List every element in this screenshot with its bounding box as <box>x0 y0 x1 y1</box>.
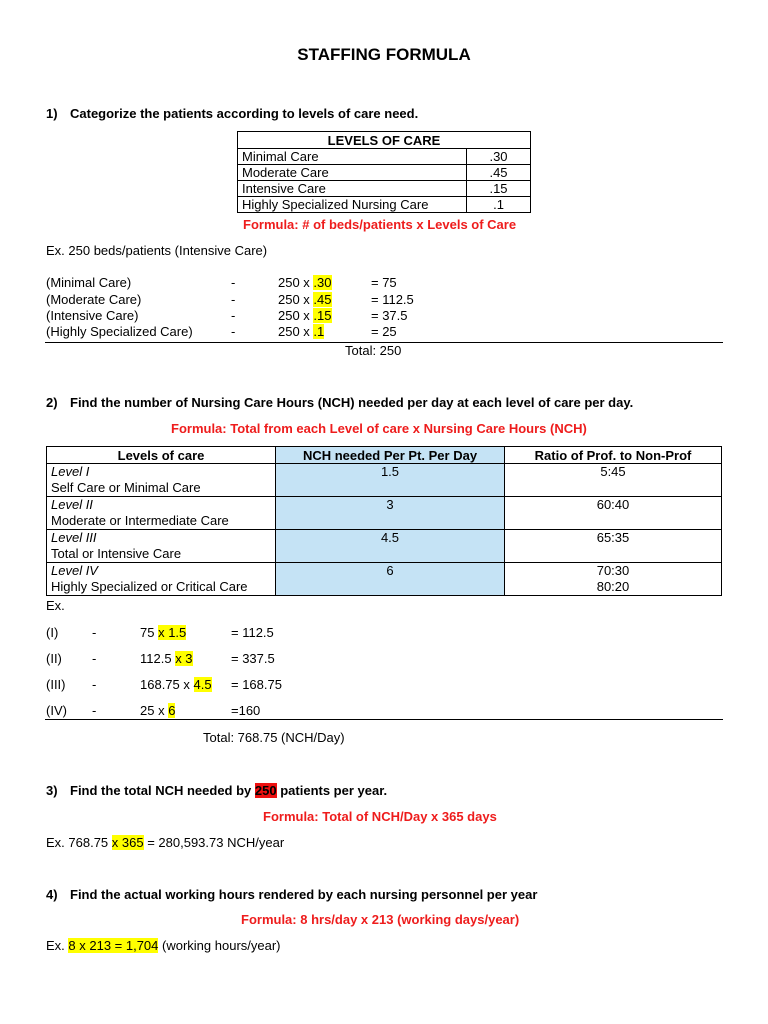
calc-factor: .1 <box>313 324 325 339</box>
calc-base: 25 x <box>140 703 169 718</box>
section3-heading <box>46 783 387 798</box>
section3-example-post: = 280,593.73 NCH/year <box>143 835 285 850</box>
section1-formula: Formula: # of beds/patients x Levels of Care <box>243 217 517 232</box>
level-label: Minimal Care <box>238 149 467 165</box>
calc-mult: x 1.5 <box>158 625 187 640</box>
calc-expr <box>140 625 186 640</box>
level-desc: Highly Specialized or Critical Care <box>51 579 248 594</box>
level-value: .30 <box>467 149 531 165</box>
level-desc: Self Care or Minimal Care <box>51 480 201 495</box>
level-name: Level IV <box>51 563 98 578</box>
section4-formula: Formula: 8 hrs/day x 213 (working days/year) <box>241 912 520 927</box>
section4-heading-text: Find the actual working hours rendered by each nursing personnel per year <box>70 887 538 902</box>
level-name: Level II <box>51 497 93 512</box>
calc-expr <box>278 275 332 290</box>
calc-base: 168.75 x <box>140 677 194 692</box>
ratio-value: 60:40 <box>596 497 630 512</box>
calc-result: = 25 <box>371 324 397 339</box>
calc-dash: - <box>231 324 236 339</box>
calc-mult: x 3 <box>175 651 193 666</box>
page-title: STAFFING FORMULA <box>297 45 471 64</box>
level-label: Highly Specialized Nursing Care <box>238 197 467 213</box>
calc-base: 250 x <box>278 292 314 307</box>
level-label: Moderate Care <box>238 165 467 181</box>
calc-label: (Intensive Care) <box>46 308 139 323</box>
section2-heading-text: Find the number of Nursing Care Hours (NCH) needed per day at each level of care per day. <box>70 395 634 410</box>
calc-label: (Minimal Care) <box>46 275 132 290</box>
calc-result: = 168.75 <box>231 677 282 692</box>
calc-dash: - <box>92 625 97 640</box>
section3-example-highlight: x 365 <box>111 835 144 850</box>
section1-heading <box>46 106 418 121</box>
ratio-cell <box>505 497 722 530</box>
calc-result: = 337.5 <box>231 651 275 666</box>
table-row <box>47 464 722 497</box>
nch-header-hours: NCH needed Per Pt. Per Day <box>276 447 505 464</box>
level-name: Level I <box>51 464 90 479</box>
table-row <box>47 530 722 563</box>
level-cell <box>47 464 276 497</box>
calc-label: (Highly Specialized Care) <box>46 324 193 339</box>
table-row <box>47 563 722 596</box>
calc-roman: (III) <box>46 677 66 692</box>
section3-heading-pre: Find the total NCH needed by <box>70 783 255 798</box>
calc-base: 250 x <box>278 308 314 323</box>
table-row <box>238 149 531 165</box>
ratio-cell <box>505 530 722 563</box>
section4-example <box>46 938 281 953</box>
section3-number: 3) <box>46 783 58 798</box>
calc-expr <box>140 703 175 718</box>
section2-example-label: Ex. <box>46 598 65 613</box>
levels-of-care-header: LEVELS OF CARE <box>238 132 531 149</box>
level-desc: Total or Intensive Care <box>51 546 182 561</box>
calc-base: 112.5 <box>140 651 176 666</box>
nch-value: 1.5 <box>276 464 505 497</box>
section4-example-pre: Ex. <box>46 938 69 953</box>
divider <box>45 719 723 720</box>
level-value: .15 <box>467 181 531 197</box>
calc-mult: 4.5 <box>193 677 212 692</box>
calc-expr <box>140 677 212 692</box>
section1-example-intro: Ex. 250 beds/patients (Intensive Care) <box>46 243 268 258</box>
section2-formula: Formula: Total from each Level of care x Nursing Care Hours (NCH) <box>171 421 587 436</box>
levels-of-care-table <box>237 131 531 213</box>
table-row <box>238 165 531 181</box>
level-value: .1 <box>467 197 531 213</box>
section1-number: 1) <box>46 106 58 121</box>
section2-total: Total: 768.75 (NCH/Day) <box>203 730 345 745</box>
calc-result: =160 <box>231 703 261 718</box>
ratio-value: 65:35 <box>596 530 630 545</box>
calc-mult: 6 <box>168 703 176 718</box>
nch-table <box>46 446 722 596</box>
table-row <box>238 197 531 213</box>
section4-number: 4) <box>46 887 58 902</box>
calc-factor: .45 <box>313 292 332 307</box>
calc-expr <box>278 308 332 323</box>
level-desc: Moderate or Intermediate Care <box>51 513 229 528</box>
ratio-cell <box>505 464 722 497</box>
ratio-value: 70:30 <box>596 563 630 578</box>
section1-total: Total: 250 <box>345 343 402 358</box>
level-cell <box>47 530 276 563</box>
section4-example-post: (working hours/year) <box>158 938 281 953</box>
section4-example-highlight: 8 x 213 = 1,704 <box>68 938 159 953</box>
calc-dash: - <box>231 275 236 290</box>
nch-value: 4.5 <box>276 530 505 563</box>
ratio-cell <box>505 563 722 596</box>
table-row <box>47 497 722 530</box>
nch-header-ratio: Ratio of Prof. to Non-Prof <box>505 447 722 464</box>
calc-roman: (IV) <box>46 703 67 718</box>
calc-result: = 75 <box>371 275 397 290</box>
table-row <box>238 181 531 197</box>
calc-factor: .15 <box>313 308 332 323</box>
calc-dash: - <box>92 703 97 718</box>
calc-result: = 112.5 <box>231 625 274 640</box>
level-cell <box>47 563 276 596</box>
section2-heading <box>46 395 633 410</box>
level-value: .45 <box>467 165 531 181</box>
section3-example-pre: Ex. 768.75 <box>46 835 112 850</box>
calc-factor: .30 <box>313 275 332 290</box>
ratio-value: 5:45 <box>600 464 626 479</box>
calc-dash: - <box>231 292 236 307</box>
section4-heading <box>46 887 537 902</box>
level-label: Intensive Care <box>238 181 467 197</box>
calc-base: 250 x <box>278 275 314 290</box>
calc-base: 75 <box>140 625 159 640</box>
calc-base: 250 x <box>278 324 314 339</box>
section2-number: 2) <box>46 395 58 410</box>
calc-dash: - <box>92 651 97 666</box>
level-cell <box>47 497 276 530</box>
calc-expr <box>278 292 332 307</box>
section3-heading-highlight: 250 <box>254 783 277 798</box>
calc-result: = 112.5 <box>371 292 414 307</box>
calc-dash: - <box>92 677 97 692</box>
section3-heading-post: patients per year. <box>276 783 388 798</box>
nch-value: 6 <box>276 563 505 596</box>
calc-expr <box>278 324 324 339</box>
section3-example <box>46 835 284 850</box>
section3-formula: Formula: Total of NCH/Day x 365 days <box>263 809 497 824</box>
calc-label: (Moderate Care) <box>46 292 142 307</box>
calc-roman: (I) <box>46 625 59 640</box>
calc-roman: (II) <box>46 651 62 666</box>
calc-expr <box>140 651 193 666</box>
ratio-value-alt: 80:20 <box>596 579 630 594</box>
nch-header-levels: Levels of care <box>47 447 276 464</box>
calc-result: = 37.5 <box>371 308 408 323</box>
calc-dash: - <box>231 308 236 323</box>
level-name: Level III <box>51 530 97 545</box>
section1-heading-text: Categorize the patients according to levels of care need. <box>70 106 419 121</box>
nch-value: 3 <box>276 497 505 530</box>
